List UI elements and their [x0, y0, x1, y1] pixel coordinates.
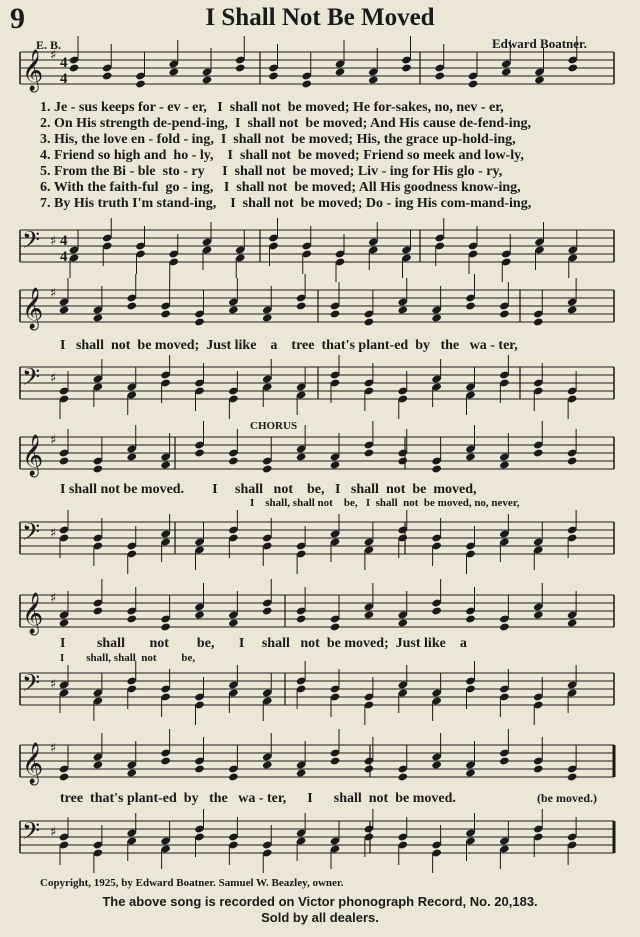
svg-text:♯: ♯: [50, 371, 57, 386]
svg-text:♯: ♯: [50, 677, 57, 692]
lyricist-initials: E. B.: [36, 38, 62, 52]
verse-line: 5. From the Bi - ble sto - ry I shall not be moved; Liv - ing for His glo - ry,: [40, 164, 503, 179]
svg-text:♯: ♯: [50, 286, 57, 301]
system4-lyrics-lower: I shall, shall not be,: [60, 652, 196, 664]
sold-note: Sold by all dealers.: [261, 910, 379, 925]
system3-lyrics: I shall not be moved. I shall not be, I shall not be moved,: [60, 482, 477, 497]
verse-line: 4. Friend so high and ho - ly, I shall not be moved; Friend so meek and low-ly,: [40, 148, 524, 163]
record-note: The above song is recorded on Victor phonograph Record, No. 20,183.: [102, 894, 538, 909]
svg-text:♯: ♯: [50, 741, 57, 756]
svg-text:𝄢: 𝄢: [22, 669, 41, 702]
svg-text:♯: ♯: [50, 591, 57, 606]
svg-text:𝄢: 𝄢: [22, 518, 41, 551]
system2-lyrics: I shall not be moved; Just like a tree that's plant-ed by the wa - ter,: [60, 338, 518, 353]
svg-text:𝄢: 𝄢: [22, 226, 41, 259]
copyright-line: Copyright, 1925, by Edward Boatner. Samuel W. Beazley, owner.: [40, 877, 344, 889]
verse-line: 3. His, the love en - fold - ing, I shall not be moved; His, the grace up-hold-ing,: [40, 132, 516, 147]
svg-text:4: 4: [60, 249, 68, 265]
svg-text:𝄢: 𝄢: [22, 363, 41, 396]
svg-text:♯: ♯: [50, 825, 57, 840]
svg-text:𝄞: 𝄞: [22, 743, 44, 784]
composer-credit: Edward Boatner.: [492, 36, 587, 51]
chorus-label: CHORUS: [250, 420, 298, 432]
echo-text: (be moved.): [537, 791, 597, 805]
system5-lyrics: tree that's plant-ed by the wa - ter, I shall not be moved.: [60, 791, 456, 806]
svg-text:𝄞: 𝄞: [22, 50, 44, 91]
svg-text:♯: ♯: [50, 526, 57, 541]
svg-text:𝄞: 𝄞: [22, 435, 44, 476]
svg-text:4: 4: [60, 233, 68, 249]
verse-line: 6. With the faith-ful go - ing, I shall not be moved; All His goodness know-ing,: [40, 180, 521, 195]
system3-lyrics-lower: I shall, shall not be, I shall not be moved, no, never,: [250, 497, 520, 509]
svg-text:𝄞: 𝄞: [22, 288, 44, 329]
verse-line: 2. On His strength de-pend-ing, I shall not be moved; And His cause de-fend-ing,: [40, 116, 531, 131]
svg-text:𝄞: 𝄞: [22, 593, 44, 634]
hymn-title: I Shall Not Be Moved: [205, 4, 435, 31]
verse-line: 7. By His truth I'm stand-ing, I shall not be moved; Do - ing His com-mand-ing,: [40, 196, 532, 211]
verse-line: 1. Je - sus keeps for - ev - er, I shall not be moved; He for-sakes, no, nev - er,: [40, 100, 504, 115]
hymn-number: 9: [10, 2, 25, 35]
svg-text:𝄢: 𝄢: [22, 817, 41, 850]
svg-text:4: 4: [60, 55, 68, 71]
svg-text:♯: ♯: [50, 234, 57, 249]
system4-lyrics: I shall not be, I shall not be moved; Just like a: [60, 636, 467, 651]
svg-text:♯: ♯: [50, 48, 57, 63]
svg-text:4: 4: [60, 71, 68, 87]
svg-text:♯: ♯: [50, 433, 57, 448]
